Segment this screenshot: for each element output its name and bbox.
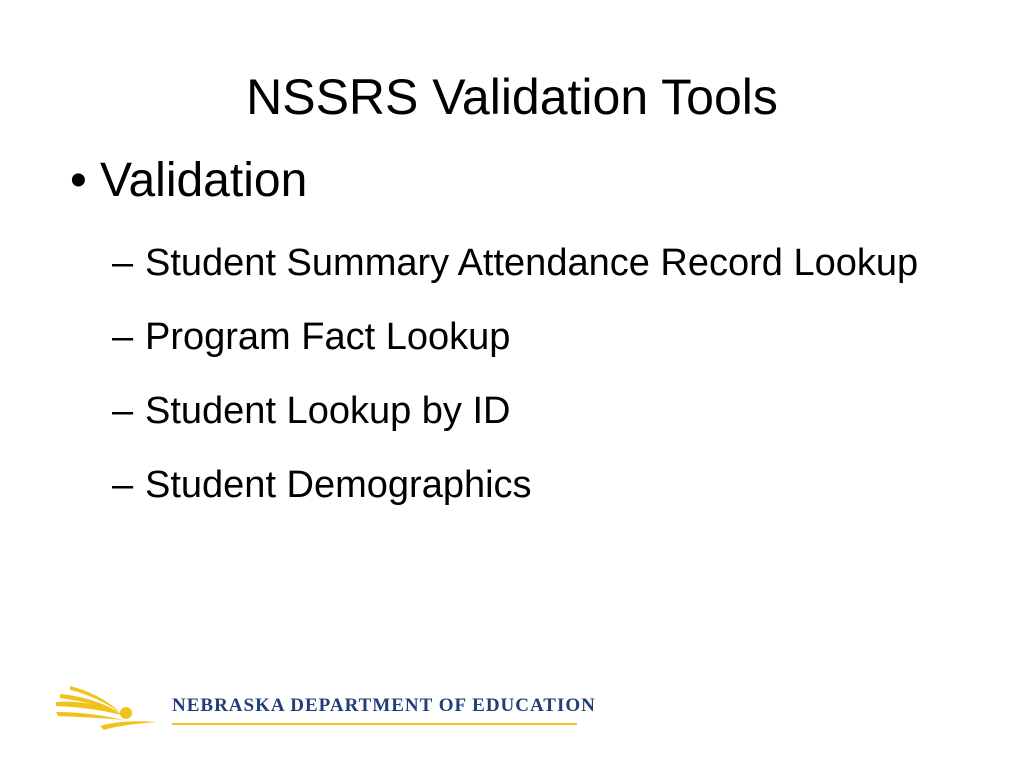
sub-bullet-item xyxy=(112,306,992,368)
nde-logo xyxy=(52,682,596,736)
sub-bullet-list xyxy=(112,232,992,528)
sunburst-icon xyxy=(52,682,164,736)
bullet-marker: • xyxy=(70,154,87,207)
dash-marker: – xyxy=(112,316,134,358)
sub-bullet-text: Student Demographics xyxy=(145,464,532,506)
sub-bullet-text: Student Summary Attendance Record Lookup xyxy=(145,242,919,284)
sub-bullet-item xyxy=(112,454,992,516)
bullet-text: Validation xyxy=(100,154,308,207)
sub-bullet-item xyxy=(112,380,992,442)
dash-marker: – xyxy=(112,464,134,506)
sub-bullet-item xyxy=(112,232,992,294)
logo-text: NEBRASKA DEPARTMENT OF EDUCATION xyxy=(172,695,596,716)
logo-underline xyxy=(172,723,577,725)
bullet-validation xyxy=(70,150,307,212)
dash-marker: – xyxy=(112,390,134,432)
slide-title: NSSRS Validation Tools xyxy=(246,69,778,125)
dash-marker: – xyxy=(112,242,134,284)
sub-bullet-text: Student Lookup by ID xyxy=(145,390,511,432)
sub-bullet-text: Program Fact Lookup xyxy=(145,316,511,358)
